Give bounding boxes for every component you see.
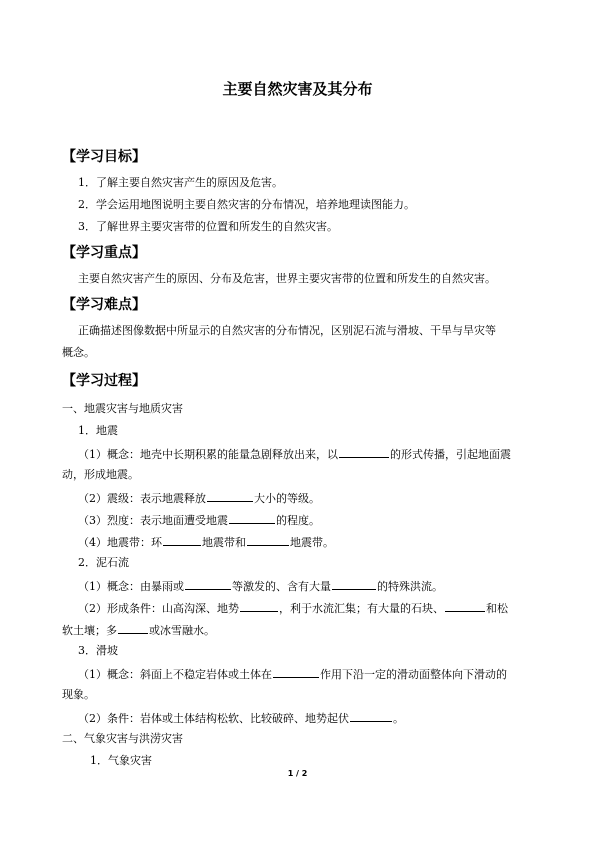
difficulties-line-2: 概念。 xyxy=(62,346,95,359)
answer-blank[interactable] xyxy=(118,622,148,634)
keypoints-heading: 【学习重点】 xyxy=(62,245,146,261)
landslide-concept xyxy=(78,666,507,682)
earthquake-concept-text-b: 的形式传播，引起地面震 xyxy=(390,448,511,461)
debris-concept-text-c: 的特殊洪流。 xyxy=(377,580,443,593)
answer-blank[interactable] xyxy=(247,534,289,546)
process-heading: 【学习过程】 xyxy=(62,373,146,389)
earthquake-concept xyxy=(78,446,511,462)
belt-text-b: 地震带和 xyxy=(202,536,246,549)
earthquake-concept-text-a: （1）概念：地壳中长期积累的能量急剧释放出来，以 xyxy=(78,448,338,461)
debris-concept-text-b: 等激发的、含有大量 xyxy=(232,580,331,593)
difficulties-heading: 【学习难点】 xyxy=(62,297,146,313)
debris-title: 2．泥石流 xyxy=(78,556,129,569)
answer-blank[interactable] xyxy=(332,578,376,590)
part2-heading: 二、气象灾害与洪涝灾害 xyxy=(62,732,183,745)
answer-blank[interactable] xyxy=(229,512,275,524)
intensity-text-a: （3）烈度：表示地面遭受地震 xyxy=(78,514,228,527)
landslide-cond-text-b: 。 xyxy=(393,712,404,725)
landslide-concept-cont: 现象。 xyxy=(62,688,95,701)
earthquake-title: 1．地震 xyxy=(78,424,118,437)
intensity-text-b: 的程度。 xyxy=(276,514,320,527)
answer-blank[interactable] xyxy=(207,490,253,502)
debris-cond-text-d: 软土壤；多 xyxy=(62,624,117,637)
magnitude-text-b: 大小的等级。 xyxy=(254,492,320,505)
landslide-title: 3．滑坡 xyxy=(78,644,118,657)
earthquake-belt xyxy=(78,534,334,550)
debris-cond-text-b: ，利于水流汇集；有大量的石块、 xyxy=(279,602,444,615)
objectives-heading: 【学习目标】 xyxy=(62,149,146,165)
page-title: 主要自然灾害及其分布 xyxy=(222,80,373,98)
objective-item-1: 1．了解主要自然灾害产生的原因及危害。 xyxy=(78,176,283,189)
answer-blank[interactable] xyxy=(339,446,389,458)
weather-title: 1．气象灾害 xyxy=(90,754,152,767)
landslide-conditions xyxy=(78,710,404,726)
earthquake-concept-cont: 动，形成地震。 xyxy=(62,468,139,481)
landslide-cond-text-a: （2）条件：岩体或土体结构松软、比较破碎、地势起伏 xyxy=(78,712,349,725)
belt-text-a: （4）地震带：环 xyxy=(78,536,162,549)
answer-blank[interactable] xyxy=(350,710,392,722)
debris-conditions xyxy=(78,600,508,616)
debris-cond-text-e: 或冰雪融水。 xyxy=(149,624,215,637)
answer-blank[interactable] xyxy=(445,600,485,612)
earthquake-magnitude xyxy=(78,490,320,506)
debris-cond-text-a: （2）形成条件：山高沟深、地势 xyxy=(78,602,239,615)
keypoints-text: 主要自然灾害产生的原因、分布及危害，世界主要灾害带的位置和所发生的自然灾害。 xyxy=(78,272,496,285)
answer-blank[interactable] xyxy=(240,600,278,612)
difficulties-line-1: 正确描述图像数据中所显示的自然灾害的分布情况，区别泥石流与滑坡、干旱与旱灾等 xyxy=(78,324,496,337)
belt-text-c: 地震带。 xyxy=(290,536,334,549)
answer-blank[interactable] xyxy=(273,666,319,678)
answer-blank[interactable] xyxy=(185,578,231,590)
debris-concept xyxy=(78,578,443,594)
debris-conditions-cont xyxy=(62,622,215,638)
landslide-concept-text-b: 作用下沿一定的滑动面整体向下滑动的 xyxy=(320,668,507,681)
objective-item-2: 2．学会运用地图说明主要自然灾害的分布情况，培养地理读图能力。 xyxy=(78,198,415,211)
objective-item-3: 3．了解世界主要灾害带的位置和所发生的自然灾害。 xyxy=(78,220,338,233)
landslide-concept-text-a: （1）概念：斜面上不稳定岩体或土体在 xyxy=(78,668,272,681)
debris-concept-text-a: （1）概念：由暴雨或 xyxy=(78,580,184,593)
debris-cond-text-c: 和松 xyxy=(486,602,508,615)
magnitude-text-a: （2）震级：表示地震释放 xyxy=(78,492,206,505)
page-number: 1 / 2 xyxy=(287,769,308,778)
earthquake-intensity xyxy=(78,512,320,528)
answer-blank[interactable] xyxy=(163,534,201,546)
part1-heading: 一、地震灾害与地质灾害 xyxy=(62,402,183,415)
